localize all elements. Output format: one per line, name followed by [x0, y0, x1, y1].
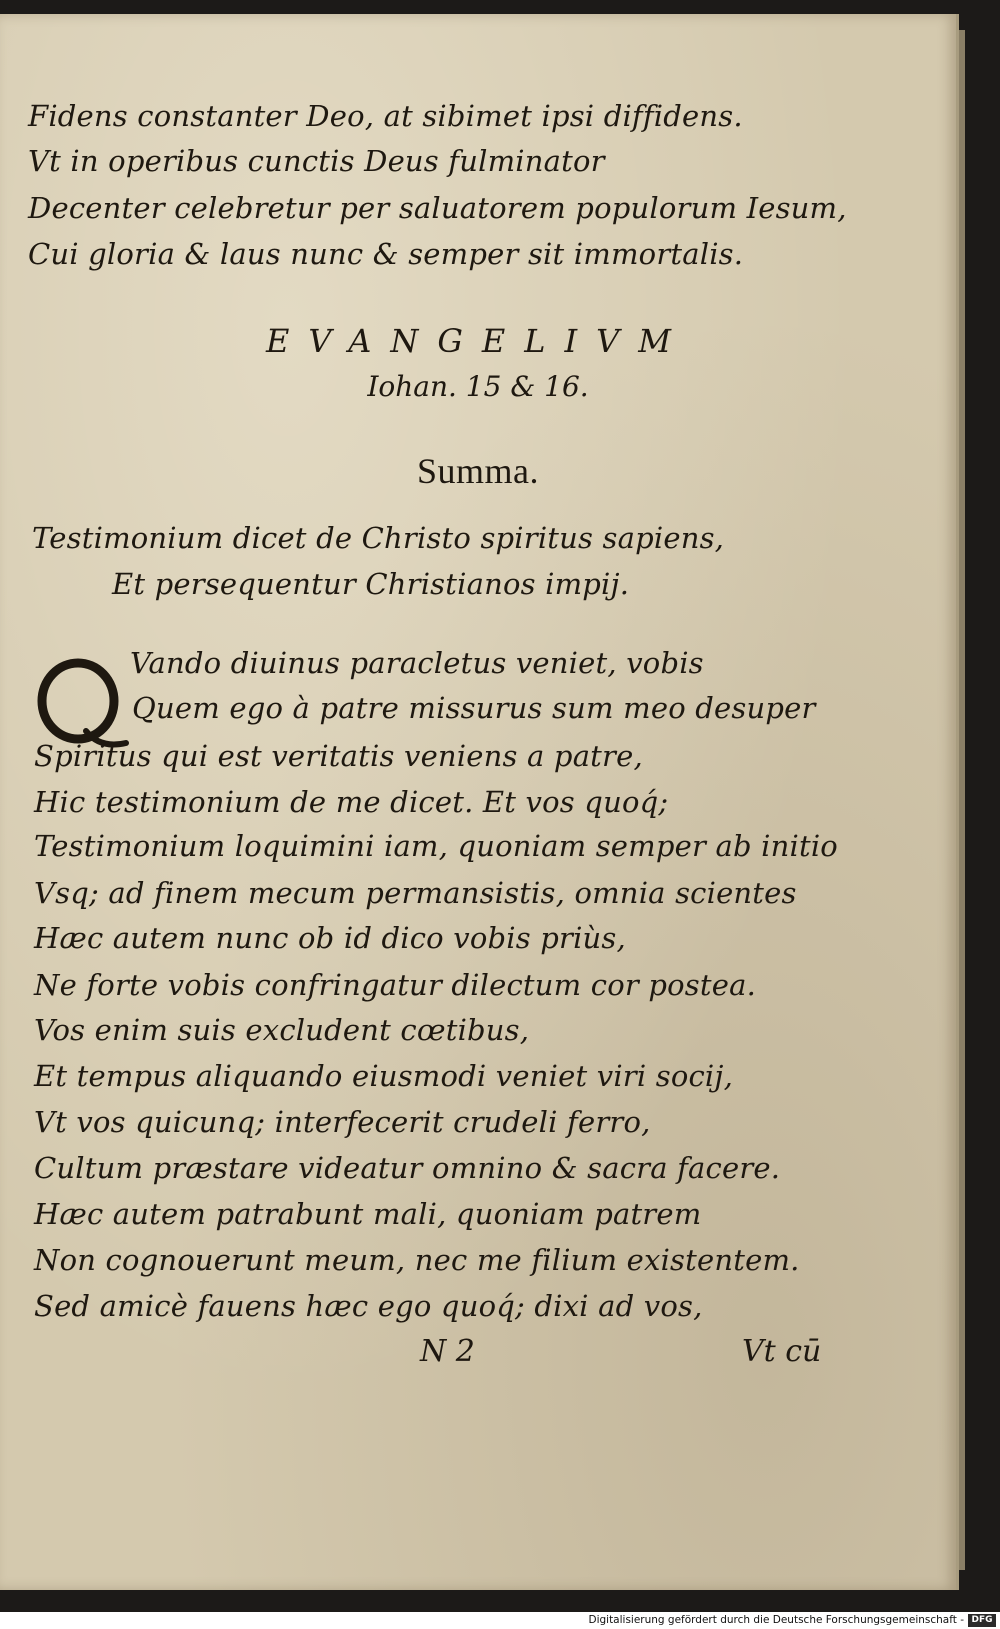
body-line: Quem ego à patre missurus sum meo desuper: [132, 691, 816, 725]
catchword: Vt cū: [742, 1334, 822, 1369]
dfg-logo: DFG: [968, 1614, 996, 1627]
section-title: EVANGELIVM: [265, 322, 691, 360]
scripture-reference: Iohan. 15 & 16.: [367, 370, 589, 403]
body-line: Non cognouerunt meum, nec me filium existentem.: [34, 1243, 800, 1277]
footer-bar: [0, 1612, 1000, 1629]
body-line: Cultum præstare videatur omnino & sacra facere.: [34, 1151, 781, 1185]
top-verse-line: Decenter celebretur per saluatorem populorum Iesum,: [28, 191, 847, 225]
body-line: Vando diuinus paracletus veniet, vobis: [130, 646, 704, 680]
body-line: Vsq; ad finem mecum permansistis, omnia scientes: [34, 876, 797, 910]
body-line: Sed amicè fauens hæc ego quoq́; dixi ad vos,: [34, 1289, 703, 1323]
signature-mark: N 2: [420, 1334, 475, 1369]
body-line: Testimonium loquimini iam, quoniam semper ab initio: [34, 829, 838, 863]
top-verse-line: Fidens constanter Deo, at sibimet ipsi diffidens.: [28, 99, 743, 133]
body-line: Hæc autem patrabunt mali, quoniam patrem: [34, 1197, 702, 1231]
body-line: Vos enim suis excludent cœtibus,: [34, 1013, 530, 1047]
footer-credit: Digitalisierung gefördert durch die Deutsche Forschungsgemeinschaft -: [588, 1614, 964, 1626]
body-line: Et tempus aliquando eiusmodi veniet viri socij,: [34, 1059, 734, 1093]
body-line: Hæc autem nunc ob id dico vobis priùs,: [34, 921, 626, 955]
top-verse-line: Cui gloria & laus nunc & semper sit immortalis.: [28, 237, 744, 271]
summa-title: Summa.: [416, 451, 539, 491]
summa-line: Et persequentur Christianos impij.: [112, 567, 630, 601]
body-line: Vt vos quicunq; interfecerit crudeli ferro,: [34, 1105, 651, 1139]
page-edge: [959, 30, 965, 1570]
body-line: Spiritus qui est veritatis veniens a patre,: [34, 739, 643, 773]
top-verse-line: Vt in operibus cunctis Deus fulminator: [28, 144, 605, 178]
summa-line: Testimonium dicet de Christo spiritus sapiens,: [32, 521, 725, 555]
body-line: Ne forte vobis confringatur dilectum cor postea.: [34, 968, 756, 1002]
body-line: Hic testimonium de me dicet. Et vos quoq́;: [34, 785, 669, 819]
